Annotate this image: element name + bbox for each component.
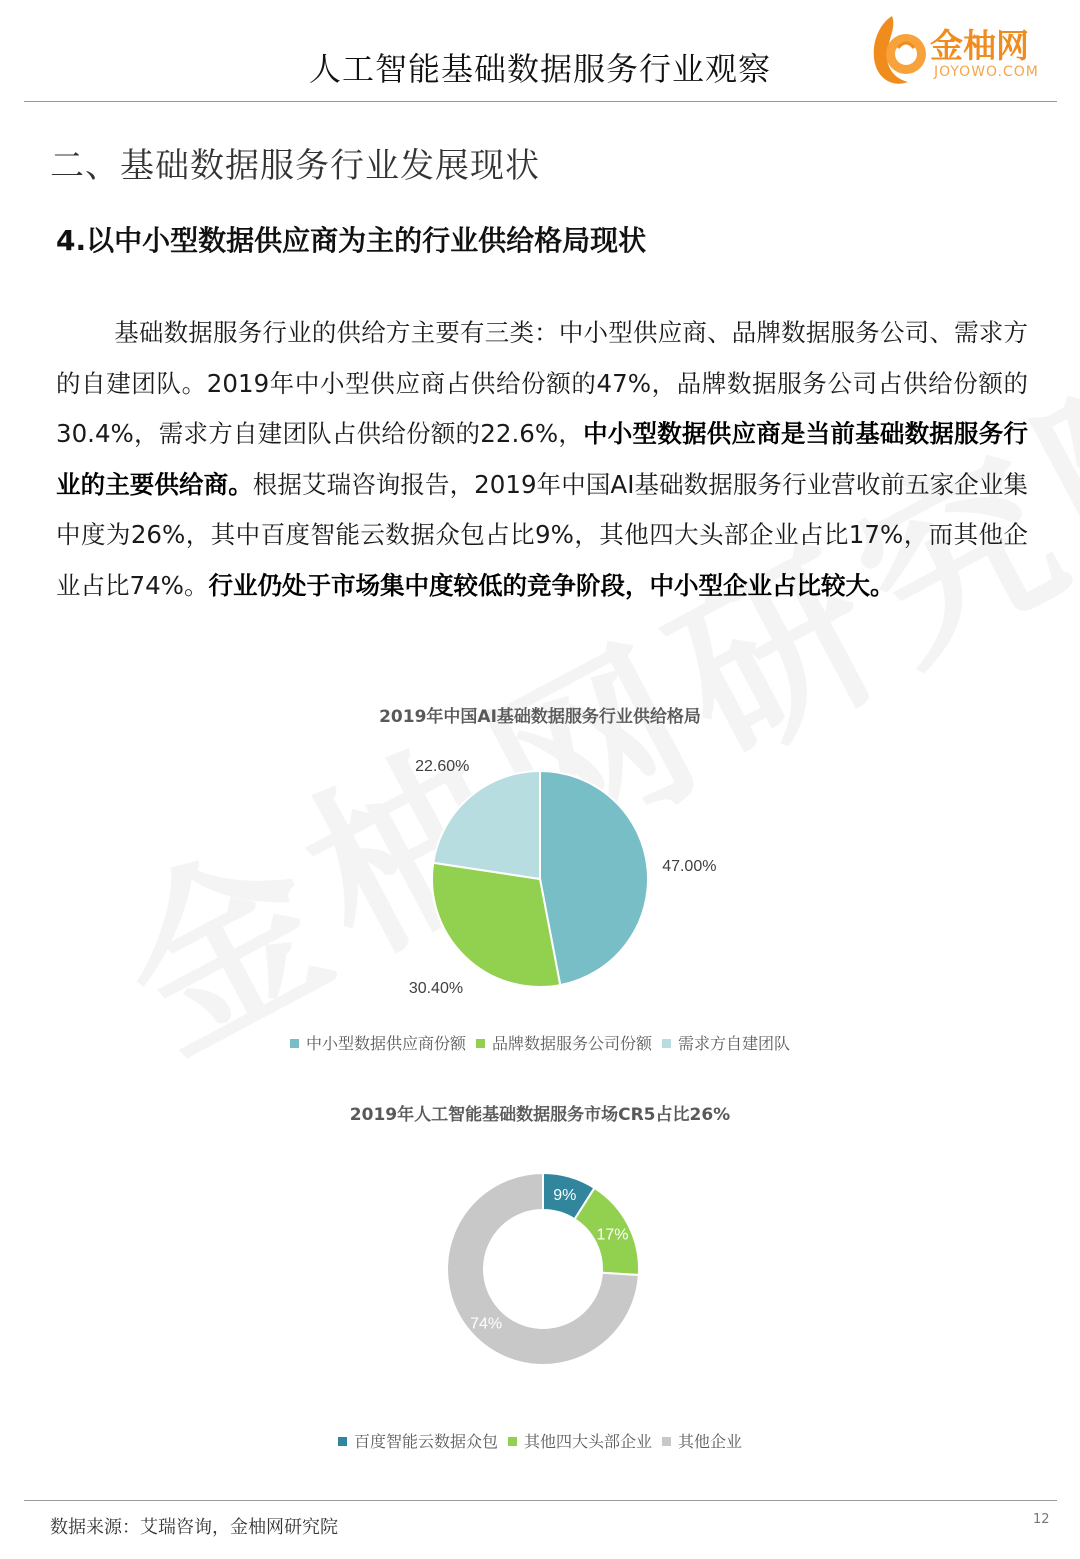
legend-label: 百度智能云数据众包 bbox=[353, 1432, 498, 1451]
legend-label: 中小型数据供应商份额 bbox=[305, 1034, 466, 1053]
logo-sub-text: JOYOWO.COM bbox=[934, 64, 1039, 80]
legend-label: 品牌数据服务公司份额 bbox=[491, 1034, 652, 1053]
chart2-title: 2019年人工智能基础数据服务市场CR5占比26% bbox=[349, 1105, 731, 1125]
legend-item bbox=[662, 1429, 742, 1452]
legend-swatch bbox=[290, 1039, 299, 1048]
slice-0 bbox=[540, 771, 648, 985]
slice-1 bbox=[432, 863, 560, 987]
legend-label: 其他企业 bbox=[678, 1432, 743, 1451]
legend-item bbox=[290, 1031, 466, 1054]
legend-label: 需求方自建团队 bbox=[678, 1034, 791, 1053]
legend-swatch bbox=[476, 1039, 485, 1048]
chart1-legend bbox=[0, 1031, 1080, 1054]
subsection-title: 4.以中小型数据供应商为主的行业供给格局现状 bbox=[56, 224, 647, 257]
data-label-0: 9% bbox=[553, 1187, 577, 1205]
legend-item bbox=[662, 1031, 790, 1054]
chart2-donut bbox=[0, 1150, 1080, 1390]
footer-divider bbox=[24, 1500, 1057, 1501]
data-source: 数据来源：艾瑞咨询，金柚网研究院 bbox=[50, 1517, 338, 1538]
body-paragraph bbox=[56, 308, 1028, 611]
document-title: 人工智能基础数据服务行业观察 bbox=[308, 50, 771, 88]
logo-mascot-icon bbox=[862, 8, 932, 92]
chart2-legend bbox=[0, 1429, 1080, 1452]
legend-label: 其他四大头部企业 bbox=[523, 1432, 652, 1451]
paragraph-text-1: 基础数据服务行业的供给方主要有三类：中小型供应商、品牌数据服务公司、需求方的自建团队。2019年中小型供应商占供给份额的47%，品牌数据服务公司占供给份额的30.4%，需求方自建团队占供给份额的22.6%， bbox=[56, 318, 1028, 448]
page-number: 12 bbox=[1033, 1512, 1050, 1527]
chart1-pie bbox=[0, 740, 1080, 1010]
legend-swatch bbox=[338, 1437, 347, 1446]
legend-swatch bbox=[662, 1039, 671, 1048]
data-label-1: 17% bbox=[596, 1226, 629, 1244]
logo bbox=[862, 8, 1062, 92]
data-label-2: 22.60% bbox=[415, 758, 470, 776]
legend-item bbox=[338, 1429, 498, 1452]
paragraph-bold-2: 行业仍处于市场集中度较低的竞争阶段，中小型企业占比较大。 bbox=[208, 570, 895, 600]
legend-item bbox=[476, 1031, 652, 1054]
chart1-title: 2019年中国AI基础数据服务行业供给格局 bbox=[379, 707, 701, 727]
slice-2 bbox=[433, 771, 540, 879]
logo-text: 金柚网 bbox=[930, 26, 1029, 65]
section-title: 二、基础数据服务行业发展现状 bbox=[50, 146, 540, 186]
paragraph-text-2: 根据艾瑞咨询报告，2019年中国AI基础数据服务行业营收前五家企业集中度为26%，其中百度智能云数据众包占比9%，其他四大头部企业占比17%，而其他企业占比74%。 bbox=[56, 469, 1028, 600]
data-label-1: 30.40% bbox=[408, 980, 464, 998]
legend-swatch bbox=[508, 1437, 517, 1446]
legend-item bbox=[508, 1429, 652, 1452]
header-divider bbox=[24, 101, 1057, 102]
data-label-0: 47.00% bbox=[662, 857, 717, 875]
data-label-2: 74% bbox=[470, 1315, 503, 1333]
legend-swatch bbox=[662, 1437, 671, 1446]
paragraph-bold-1: 中小型数据供应商是当前基础数据服务行业的主要供给商。 bbox=[56, 419, 1028, 499]
